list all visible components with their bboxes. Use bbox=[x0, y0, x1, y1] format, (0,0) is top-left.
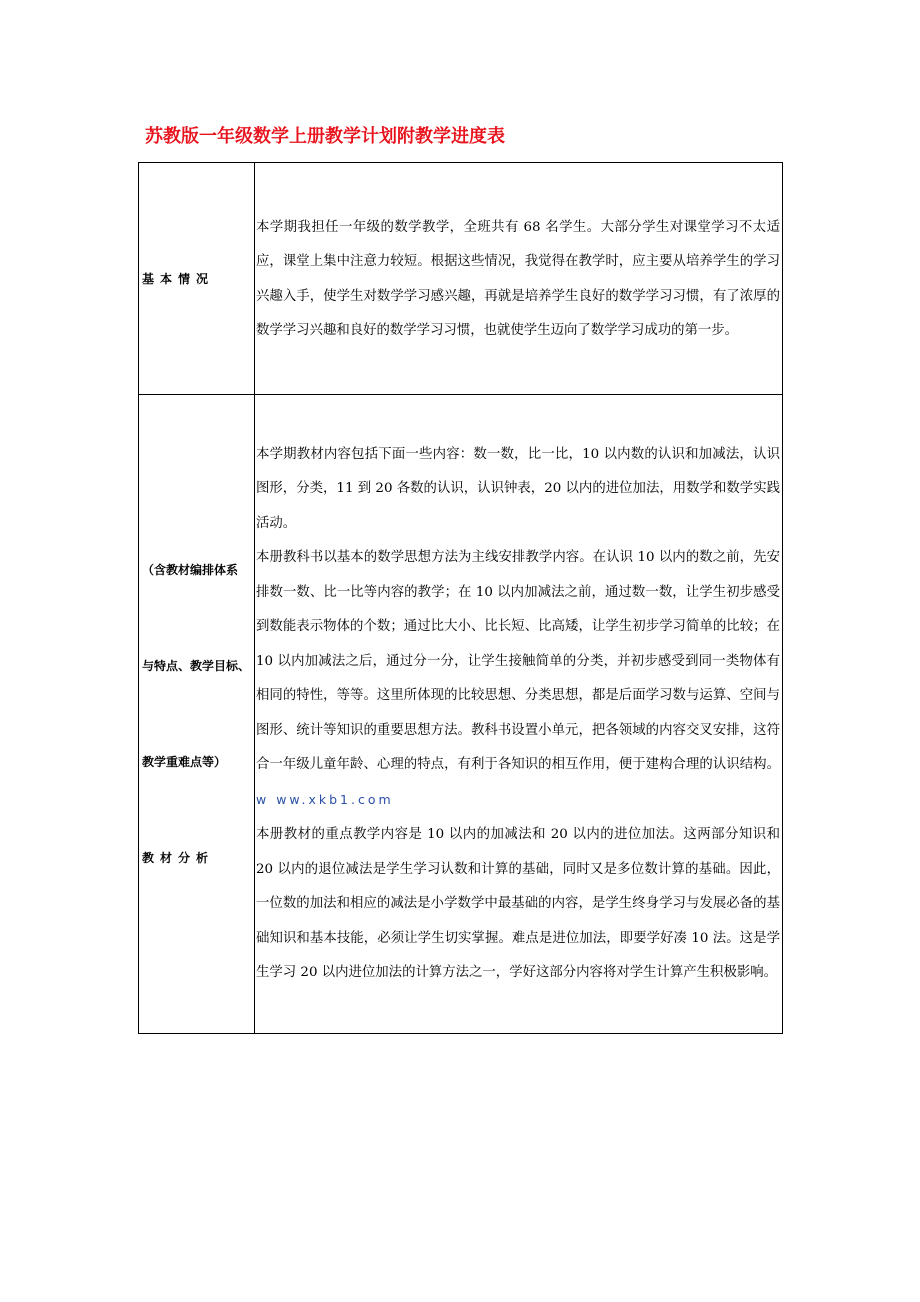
material-label bbox=[139, 490, 254, 938]
material-label-line: 教学重难点等） bbox=[142, 755, 227, 769]
material-paragraph: 本学期教材内容包括下面一些内容：数一数，比一比，10 以内数的认识和加减法，认识图形，分类，11 到 20 各数的认识，认识钟表，20 以内的进位加法，用数学和数学实践活动。 bbox=[256, 446, 780, 531]
label-cell-basic bbox=[139, 163, 255, 395]
watermark-link[interactable]: w ww.xkb1.com bbox=[256, 791, 394, 807]
material-paragraph-text: 本册教科书以基本的数学思想方法为主线安排教学内容。在认识 10 以内的数之前，先安排数一数、比一比等内容的教学；在 10 以内加减法之前，通过数一数，让学生初步感受到数能表示物体的个数；通过比大小、比长短、比高矮，让学生初步学习简单的比较；在 10 以内加减法之后，通过分一分，让学生接触简单的分类，并初步感受到同一类物体有相同的特性，等等。这里所体现的比较思想、分类思想，都是后面学习数与运算、空间与图形、统计等知识的重要思想方法。教科书设置小单元，把各领域的内容交叉安排，这符合一年级儿童年龄、心理的特点，有利于各知识的相互作用，便于建构合理的认识结构。 bbox=[256, 550, 780, 772]
page-title: 苏教版一年级数学上册教学计划附教学进度表 bbox=[145, 126, 505, 147]
table-row-basic bbox=[139, 163, 783, 395]
material-label-line: （含教材编排体系 bbox=[142, 563, 239, 577]
content-cell-material bbox=[255, 395, 783, 1034]
material-paragraph-with-link bbox=[256, 541, 780, 818]
basic-paragraph: 本学期我担任一年级的数学教学，全班共有 68 名学生。大部分学生对课堂学习不太适应，课堂上集中注意力较短。根据这些情况，我觉得在教学时，应主要从培养学生的学习兴趣入手，使学生对数学学习感兴趣，再就是培养学生良好的数学学习习惯，有了浓厚的数学学习兴趣和良好的数学学习习惯，也就使学生迈向了数学学习成功的第一步。 bbox=[256, 219, 780, 338]
content-cell-basic bbox=[255, 163, 783, 395]
material-label-line: 教材分析 bbox=[142, 851, 215, 865]
table-row-material bbox=[139, 395, 783, 1034]
label-cell-material bbox=[139, 395, 255, 1034]
basic-label: 基本情况 bbox=[142, 271, 215, 286]
material-label-line: 与特点、教学目标、 bbox=[142, 659, 251, 673]
material-paragraph: 本册教材的重点教学内容是 10 以内的加减法和 20 以内的进位加法。这两部分知识和 20 以内的退位减法是学生学习认数和计算的基础，同时又是多位数计算的基础。因此，一位数的加法和相应的减法是小学数学中最基础的内容，是学生终身学习与发展必备的基础知识和基本技能，必须让学生切实掌握。难点是进位加法，即要学好凑 10 法。这是学生学习 20 以内进位加法的计算方法之一，学好这部分内容将对学生计算产生积极影响。 bbox=[256, 827, 780, 980]
plan-table bbox=[138, 162, 783, 1034]
